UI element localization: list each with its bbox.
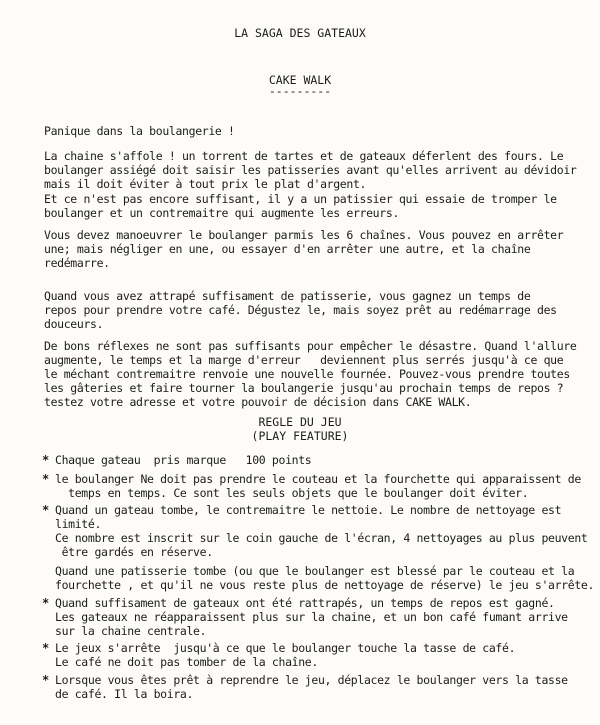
bullet-mark: * xyxy=(42,596,50,610)
bullet-mark: * xyxy=(42,453,50,467)
intro-p2-line: Et ce n'est pas encore suffisant, il y a un patissier qui essaie de tromper le xyxy=(44,192,557,206)
intro-p5-line: les gâteries et faire tourner la boulangerie jusqu'au prochain temps de repos ? xyxy=(44,381,564,395)
rule-line: être gardés en réserve. xyxy=(55,545,213,559)
rule-line: fourchette , et qu'il ne vous reste plus de nettoyage de réserve) le jeu s'arrête. xyxy=(55,578,595,592)
intro-p5-line: De bons réflexes ne sont pas suffisants pour empêcher le désastre. Quand l'allure xyxy=(44,339,577,353)
intro-p1-line: boulanger assiégé doit saisir les patisseries avant qu'elles arrivent au dévidoir xyxy=(44,163,577,177)
rule-line: sur la chaine centrale. xyxy=(55,624,207,638)
rule-line: Lorsque vous êtes prêt à reprendre le jeu, déplacez le boulanger vers la tasse xyxy=(55,673,568,687)
rule-line: Ce nombre est inscrit sur le coin gauche de l'écran, 4 nettoyages au plus peuvent xyxy=(55,531,588,545)
bullet-mark: * xyxy=(42,503,50,517)
bullet-mark: * xyxy=(42,641,50,655)
intro-p4-line: Quand vous avez attrapé suffisament de patisserie, vous gagnez un temps de xyxy=(44,289,531,303)
rule-line: Le jeux s'arrête jusqu'à ce que le boulanger touche la tasse de café. xyxy=(55,641,516,655)
intro-p3-line: une; mais négliger en une, ou essayer d'en arrêter une autre, et la chaîne xyxy=(44,242,531,256)
bullet-mark: * xyxy=(42,472,50,486)
intro-p3-line: Vous devez manoeuvrer le boulanger parmis les 6 chaînes. Vous pouvez en arrêter xyxy=(44,228,564,242)
rule-line: Quand une patisserie tombe (ou que le boulanger est blessé par le couteau et la xyxy=(55,564,575,578)
rule-line: Chaque gateau pris marque 100 points xyxy=(55,453,312,467)
intro-p1-line: mais il doit éviter à tout prix le plat d'argent. xyxy=(44,177,367,191)
title-underline: --------- xyxy=(268,84,332,98)
intro-p4-line: douceurs. xyxy=(44,317,104,331)
rule-line: Le café ne doit pas tomber de la chaîne. xyxy=(55,655,318,669)
rule-line: temps en temps. Ce sont les seuls objets que le boulanger doit éviter. xyxy=(55,486,529,500)
intro-p5-line: le méchant contremaitre renvoie une nouvelle fournée. Pouvez-vous prendre toutes xyxy=(44,367,570,381)
panic-heading: Panique dans la boulangerie ! xyxy=(44,124,235,138)
intro-p4-line: repos pour prendre votre café. Dégustez le, mais soyez prêt au redémarrage des xyxy=(44,303,557,317)
intro-p1-line: La chaine s'affole ! un torrent de tartes et de gateaux déferlent des fours. Le xyxy=(44,149,564,163)
rule-line: Quand suffisament de gateaux ont été rattrapés, un temps de repos est gagné. xyxy=(55,596,555,610)
rule-line: le boulanger Ne doit pas prendre le couteau et la fourchette qui apparaissent de xyxy=(55,472,581,486)
rule-line: Quand un gateau tombe, le contremaitre le nettoie. Le nombre de nettoyage est xyxy=(55,503,562,517)
rule-line: de café. Il la boira. xyxy=(55,687,194,701)
rules-subtitle: (PLAY FEATURE) xyxy=(251,429,349,443)
saga-title: LA SAGA DES GATEAUX xyxy=(234,26,366,40)
rule-line: Les gateaux ne réapparaissent plus sur la chaine, et un bon café fumant arrive xyxy=(55,610,568,624)
bullet-mark: * xyxy=(42,673,50,687)
rules-title: REGLE DU JEU xyxy=(258,415,342,429)
intro-p2-line: boulanger et un contremaitre qui augmente les erreurs. xyxy=(44,206,399,220)
intro-p5-line: testez votre adresse et votre pouvoir de décision dans CAKE WALK. xyxy=(44,395,472,409)
rule-line: limité. xyxy=(55,517,102,531)
game-title: CAKE WALK xyxy=(268,73,332,87)
intro-p3-line: redémarre. xyxy=(44,256,110,270)
intro-p5-line: augmente, le temps et la marge d'erreur deviennent plus serrés jusqu'à ce que xyxy=(44,353,564,367)
